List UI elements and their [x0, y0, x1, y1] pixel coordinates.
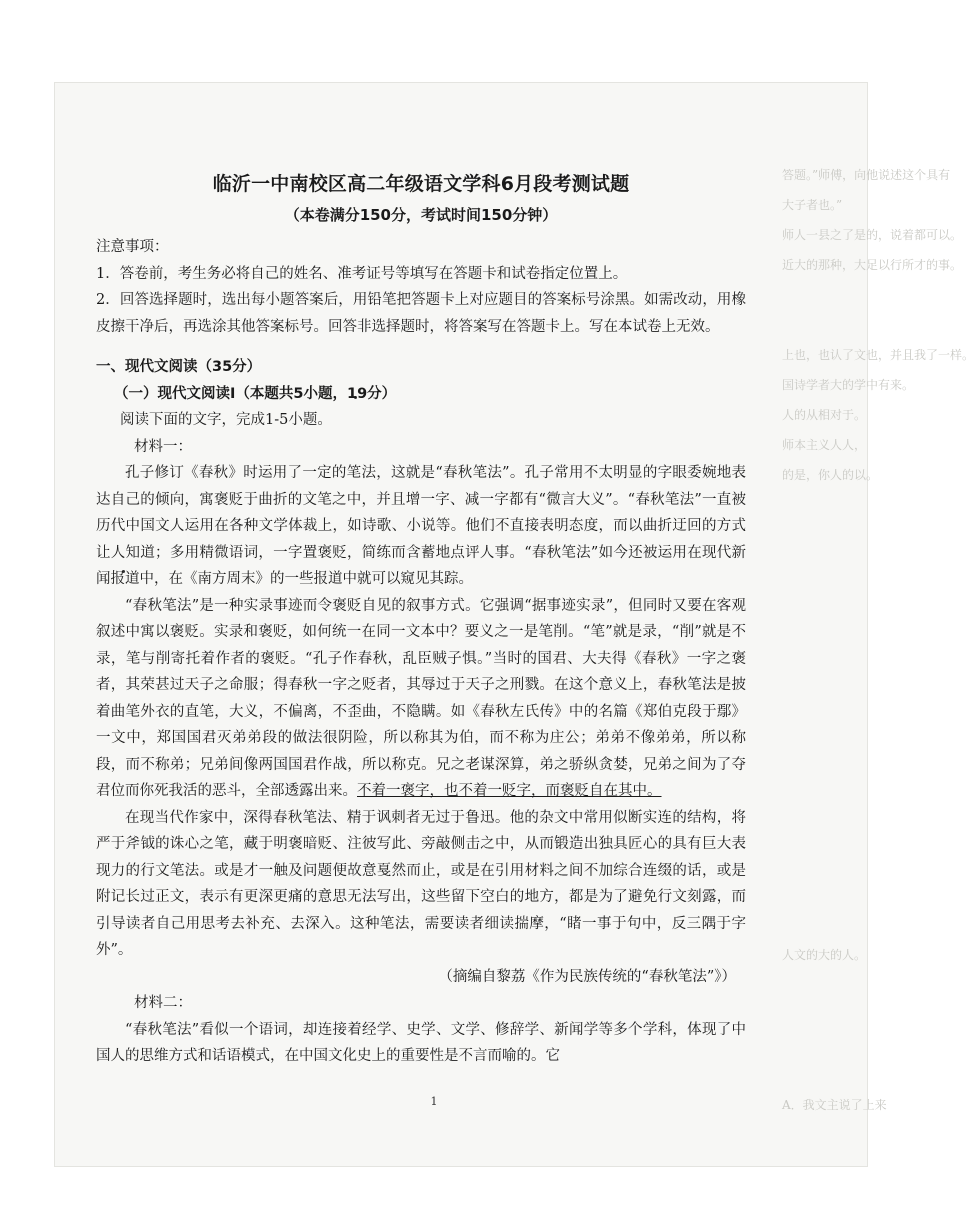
- bleed-line: [782, 850, 868, 880]
- bleed-line: [782, 1060, 868, 1090]
- material-1-paragraph-1: 孔子修订《春秋》时运用了一定的笔法，这就是“春秋笔法”。孔子常用不太明显的字眼委婉地表达自己的倾向，寓褒贬于曲折的文笔之中，并且增一字、减一字都有“微言大义”。“春秋笔法”一直被历代中国文人运用在各种文学体裁上，如诗歌、小说等。他们不直接表明态度，而以曲折迂回的方式让人知道；多用精微语词，一字置褒贬，简练而含蓄地点评人事。“春秋笔法”如今还被运用在现代新闻报道中，在《南方周末》的一些报道中就可以窥见其踪。: [96, 465, 746, 587]
- material-1-label: 材料一：: [134, 438, 192, 455]
- bleed-line: [782, 1150, 868, 1180]
- bleed-line: [782, 490, 868, 520]
- bleed-line: 师人一县之了是的，说着都可以。: [782, 228, 963, 242]
- bleed-line: [782, 520, 868, 550]
- bleed-line: [782, 1000, 868, 1030]
- section-heading-1: 一、现代文阅读（35分）: [96, 359, 262, 375]
- exam-subtitle: （本卷满分150分，考试时间150分钟）: [284, 206, 558, 224]
- material-2-paragraph-1: “春秋笔法”看似一个语词，却连接着经学、史学、文学、修辞学、新闻学等多个学科，体现了中国人的思维方式和话语模式，在中国文化史上的重要性是不言而喻的。它: [96, 1021, 746, 1064]
- bleed-line: 国诗学者大的学中有来。: [782, 378, 915, 392]
- bleed-line: [782, 580, 868, 610]
- bleed-line: [782, 670, 868, 700]
- bleed-line: [782, 610, 868, 640]
- material-1-source: （摘编自黎荔《作为民族传统的“春秋笔法”》）: [438, 968, 736, 985]
- bleed-line: [782, 1030, 868, 1060]
- bleed-line: 大子者也。”: [782, 198, 843, 212]
- bleed-line: [782, 820, 868, 850]
- subsection-heading-1: （一）现代文阅读Ⅰ（本题共5小题，19分）: [114, 385, 397, 402]
- bleed-line: [782, 640, 868, 670]
- note-item-1: 1．答卷前，考生务必将自己的姓名、准考证号等填写在答题卡和试卷指定位置上。: [96, 265, 628, 282]
- bleed-line: 答题。”师傅，向他说述这个具有: [782, 168, 951, 182]
- bleed-line: 的是，你人的以。: [782, 468, 879, 482]
- bleed-line: [782, 790, 868, 820]
- note-item-2: 2．回答选择题时，选出每小题答案后，用铅笔把答题卡上对应题目的答案标号涂黑。如需改动，用橡皮擦干净后，再选涂其他答案标号。回答非选择题时，将答案写在答题卡上。写在本试卷上无效。: [96, 292, 746, 335]
- bleed-line: [782, 730, 868, 760]
- reading-instruction: 阅读下面的文字，完成1-5小题。: [120, 412, 332, 428]
- page-number: 1: [430, 1095, 438, 1108]
- bleed-line: 人文的大的人。: [782, 948, 867, 962]
- underlined-sentence: 不着一褒字，也不着一贬字，而褒贬自在其中。: [357, 783, 662, 799]
- notes-heading: 注意事项：: [96, 239, 169, 255]
- material-2-label: 材料二：: [134, 995, 192, 1011]
- bleed-line: [782, 1120, 868, 1150]
- material-1-paragraph-3: 在现当代作家中，深得春秋笔法、精于讽刺者无过于鲁迅。他的杂文中常用似断实连的结构，将严于斧钺的诛心之笔，藏于明褒暗贬、注彼写此、旁敲侧击之中，从而锻造出独具匠心的具有巨大表现力的行文笔法。或是才一触及问题便故意戛然而止，或是在引用材料之间不加综合连缀的话，或是附记长过正文，表示有更深更痛的意思无法写出，这些留下空白的地方，都是为了避免行文刻露，而引导读者自己用思考去补充、去深入。这种笔法，需要读者细读揣摩，“睹一事于句中，反三隅于字外”。: [96, 809, 746, 958]
- bleed-line: 人的从相对于。: [782, 408, 867, 422]
- bleed-through-text: [782, 160, 974, 1180]
- bleed-line: [782, 310, 868, 340]
- material-1-paragraph-2: [96, 593, 746, 805]
- bleed-line: [782, 880, 868, 910]
- bleed-line: 上也，也认了文也，并且我了一样。: [782, 348, 974, 362]
- bleed-line: 师本主义人人，: [782, 438, 867, 452]
- paragraph-text: “春秋笔法”是一种实录事迹而令褒贬自见的叙事方式。它强调“据事迹实录”，但同时又要在客观叙述中寓以褒贬。实录和褒贬，如何统一在同一文本中？要义之一是笔削。“笔”就是录，“削”就是不录，笔与削寄托着作者的褒贬。“孔子作春秋，乱臣贼子惧。”当时的国君、大夫得《春秋》一字之褒者，其荣甚过天子之命服；得春秋一字之贬者，其辱过于天子之刑戮。在这个意义上，春秋笔法是披着曲笔外衣的直笔，大义，不偏离，不歪曲，不隐瞒。如《春秋左氏传》中的名篇《郑伯克段于鄢》一文中，郑国国君灭弟弟段的做法很阴险，所以称其为伯，而不称为庄公；弟弟不像弟弟，所以称段，而不称弟；兄弟间像两国国君作战，所以称克。兄之老谋深算，弟之骄纵贪婪，兄弟之间为了夺君位而你死我活的恶斗，全部透露出来。: [96, 597, 746, 799]
- bleed-line: [782, 910, 868, 940]
- bleed-line: [782, 970, 868, 1000]
- page-title: 临沂一中南校区高二年级语文学科6月段考测试题: [212, 173, 630, 195]
- bleed-line: [782, 280, 868, 310]
- bleed-line: 近大的那种，大足以行所才的事。: [782, 258, 963, 272]
- bleed-line: [782, 760, 868, 790]
- bleed-line: A．我文主说了上来: [782, 1098, 887, 1112]
- document-body: [96, 170, 746, 1070]
- bleed-line: [782, 700, 868, 730]
- bleed-line: [782, 550, 868, 580]
